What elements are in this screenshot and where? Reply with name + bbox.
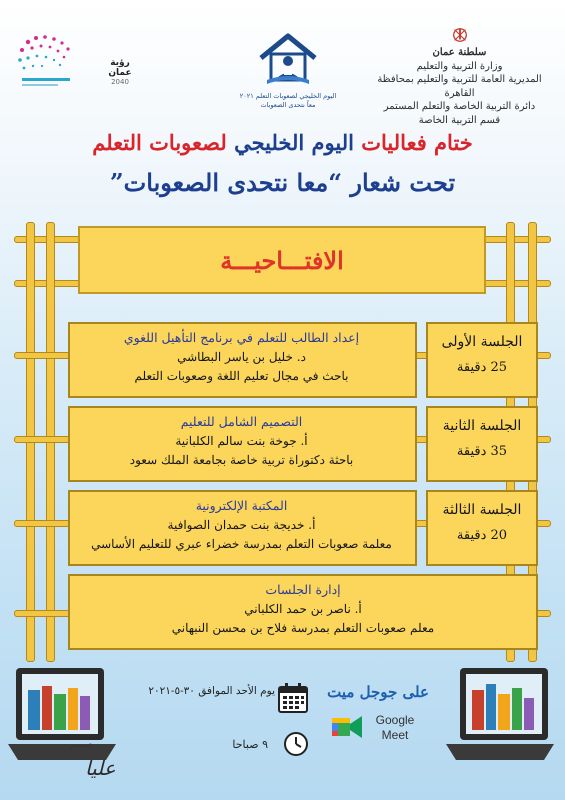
- session-1-topic: إعداد الطالب للتعلم في برنامج التأهيل اللغوي: [123, 330, 360, 345]
- session-2-name: الجلسة الثانية: [442, 418, 522, 434]
- event-title-part-3: لصعوبات التعلم: [92, 130, 235, 155]
- platform-label: على جوجل ميت: [327, 683, 429, 701]
- session-1-presenter: د. خليل بن ياسر البطاشي: [177, 350, 306, 364]
- ministry-block: [372, 26, 547, 127]
- opening-label: الافتـــاحيـــة: [220, 245, 344, 275]
- vision-logo: [100, 58, 140, 86]
- calendar-icon: [277, 682, 309, 714]
- dotted-swirl-logo-icon: [8, 28, 98, 98]
- session-2-label: [426, 406, 538, 482]
- event-title: [0, 130, 565, 155]
- session-3-role: معلمة صعوبات التعلم بمدرسة خضراء عبري للتعليم الأساسي: [91, 537, 392, 551]
- session-2-role: باحثة دكتوراة تربية خاصة بجامعة الملك سعود: [129, 453, 354, 467]
- meet-word: Meet: [381, 728, 409, 742]
- session-3-content: [68, 490, 417, 566]
- laptop-books-right-icon: [440, 660, 560, 780]
- moderation-topic: إدارة الجلسات: [265, 582, 341, 597]
- event-slogan: تحت شعار “معا نتحدى الصعوبات”: [109, 168, 456, 197]
- ministry-line-1: سلطنة عمان: [432, 47, 487, 58]
- event-date: يوم الأحد الموافق ٣٠-٥-٢٠٢١: [148, 685, 275, 697]
- moderation-box: [68, 574, 538, 650]
- ministry-line-3: المديرية العامة للتربية والتعليم بمحافظة القاهرة: [377, 74, 542, 99]
- event-title-part-1: ختام فعاليات: [353, 130, 473, 155]
- session-1-name: الجلسة الأولى: [441, 334, 523, 350]
- session-3-label: [426, 490, 538, 566]
- session-2-presenter: أ. جوخة بنت سالم الكلبانية: [175, 434, 308, 448]
- google-meet-label: [370, 713, 420, 743]
- center-logo: [238, 30, 338, 110]
- center-slogan: معاً نتحدى الصعوبات: [260, 101, 316, 109]
- ministry-line-5: قسم التربية الخاصة: [418, 114, 501, 126]
- ministry-line-4: دائرة التربية الخاصة والتعلم المستمر: [383, 101, 536, 112]
- session-3-duration: 20 دقيقة: [456, 528, 508, 543]
- design-signature: عليا: [85, 756, 116, 780]
- session-2-duration: 35 دقيقة: [456, 444, 508, 459]
- moderation-role: معلم صعوبات التعلم بمدرسة فلاح بن محسن النبهاني: [171, 621, 435, 635]
- session-1-content: [68, 322, 417, 398]
- session-1-label: [426, 322, 538, 398]
- moderation-presenter: أ. ناصر بن حمد الكلباني: [244, 602, 362, 616]
- session-3-name: الجلسة الثالثة: [442, 502, 522, 518]
- session-3-presenter: أ. خديجة بنت حمدان الصوافية: [167, 518, 316, 532]
- session-2-content: [68, 406, 417, 482]
- vision-label: رؤية عمان: [108, 58, 132, 78]
- event-time: ٩ صباحا: [232, 738, 268, 751]
- vision-year: 2040: [111, 78, 129, 86]
- ministry-line-2: وزارة التربية والتعليم: [416, 60, 503, 72]
- google-meet-icon: [330, 712, 366, 742]
- session-1-role: باحث في مجال تعليم اللغة وصعوبات التعلم: [134, 369, 349, 383]
- session-2-topic: التصميم الشامل للتعليم: [180, 414, 303, 429]
- house-book-logo-icon: [253, 30, 323, 88]
- center-caption: اليوم الخليجي لصعوبات التعلم ٢٠٢١: [239, 92, 337, 100]
- google-word: Google: [375, 713, 415, 727]
- clock-icon: [282, 730, 310, 758]
- session-1-duration: 25 دقيقة: [456, 360, 508, 375]
- design-label: تصميم: [70, 740, 92, 749]
- opening-banner: [78, 226, 486, 294]
- oman-emblem-icon: [451, 26, 469, 44]
- event-title-part-2: اليوم الخليجي: [234, 130, 354, 155]
- session-3-topic: المكتبة الإلكترونية: [195, 498, 288, 513]
